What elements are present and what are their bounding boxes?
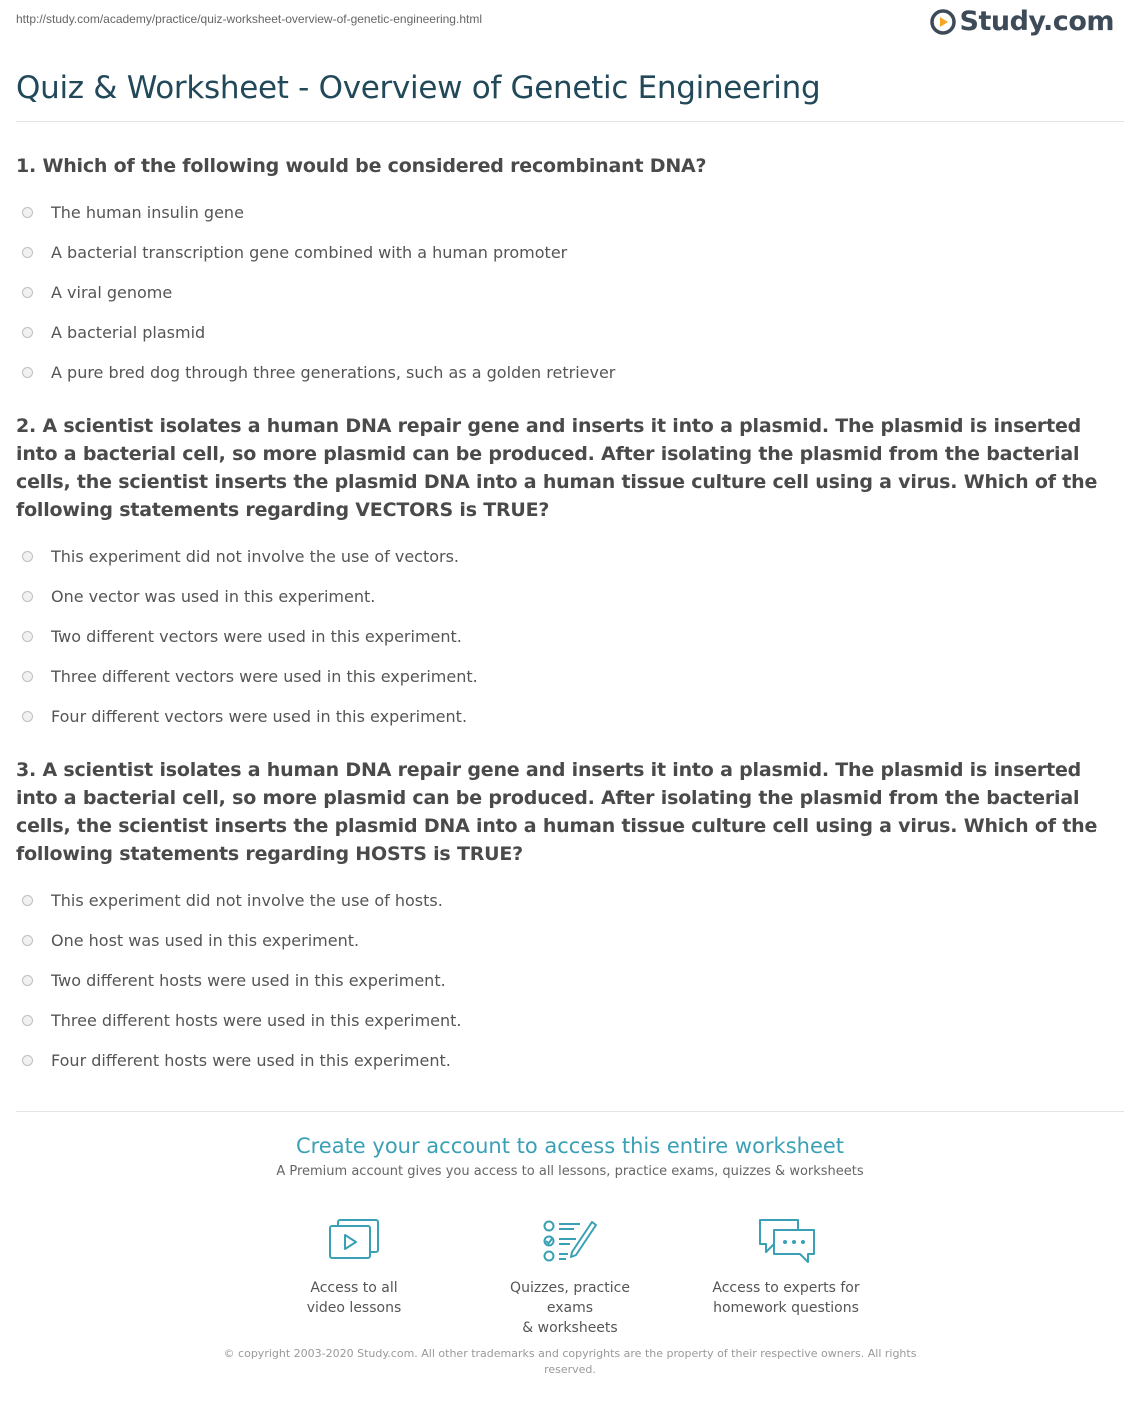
- answer-label: A bacterial plasmid: [51, 322, 206, 342]
- answer-option[interactable]: [16, 1000, 1124, 1040]
- premium-features: [0, 1216, 1140, 1338]
- answer-label: The human insulin gene: [51, 202, 244, 222]
- study-logo-play-icon: [930, 9, 956, 35]
- create-account-link[interactable]: Create your account to access this entire worksheet: [295, 1134, 845, 1158]
- radio-button-icon[interactable]: [22, 551, 33, 562]
- copyright-notice: © copyright 2003-2020 Study.com. All other trademarks and copyrights are the property of their respective owners. All rights reserved.: [223, 1347, 917, 1376]
- radio-button-icon[interactable]: [22, 895, 33, 906]
- answer-options: [16, 536, 1124, 736]
- feature-label: Access to all video lessons: [306, 1280, 402, 1316]
- answer-option[interactable]: [16, 272, 1124, 312]
- answer-option[interactable]: [16, 920, 1124, 960]
- answer-label: Three different vectors were used in this experiment.: [51, 666, 478, 686]
- answer-option[interactable]: [16, 312, 1124, 352]
- answer-label: One host was used in this experiment.: [51, 930, 360, 950]
- radio-button-icon[interactable]: [22, 207, 33, 218]
- quiz-questions: [16, 152, 1124, 1100]
- feature-quizzes: [490, 1216, 650, 1338]
- cta-subheading: A Premium account gives you access to all lessons, practice exams, quizzes & worksheets: [276, 1164, 864, 1179]
- question-2: [16, 412, 1124, 736]
- answer-label: This experiment did not involve the use of vectors.: [51, 546, 460, 566]
- question-text: 2. A scientist isolates a human DNA repair gene and inserts it into a plasmid. The plasmid is inserted into a bacterial cell, so more plasmid can be produced. After isolating the plasmid from the bacterial cells, the scientist inserts the plasmid DNA into a human tissue culture cell using a virus. Which of the following statements regarding VECTORS is TRUE?: [16, 415, 1098, 521]
- answer-option[interactable]: [16, 696, 1124, 736]
- answer-option[interactable]: [16, 1040, 1124, 1080]
- answer-option[interactable]: [16, 960, 1124, 1000]
- answer-options: [16, 192, 1124, 392]
- answer-label: Four different hosts were used in this experiment.: [51, 1050, 451, 1070]
- radio-button-icon[interactable]: [22, 287, 33, 298]
- feature-label: Quizzes, practice exams & worksheets: [510, 1280, 630, 1336]
- radio-button-icon[interactable]: [22, 247, 33, 258]
- answer-label: A pure bred dog through three generations, such as a golden retriever: [51, 362, 616, 382]
- answer-label: A viral genome: [51, 282, 173, 302]
- page-url: http://study.com/academy/practice/quiz-worksheet-overview-of-genetic-engineering.html: [16, 12, 482, 26]
- answer-option[interactable]: [16, 576, 1124, 616]
- video-lesson-icon: [322, 1216, 386, 1266]
- radio-button-icon[interactable]: [22, 975, 33, 986]
- answer-options: [16, 880, 1124, 1080]
- answer-option[interactable]: [16, 616, 1124, 656]
- answer-label: One vector was used in this experiment.: [51, 586, 376, 606]
- answer-label: Two different vectors were used in this experiment.: [51, 626, 462, 646]
- question-1: [16, 152, 1124, 392]
- question-3: [16, 756, 1124, 1080]
- radio-button-icon[interactable]: [22, 591, 33, 602]
- cta-divider: [16, 1111, 1124, 1112]
- feature-experts: [706, 1216, 866, 1338]
- answer-label: Two different hosts were used in this experiment.: [51, 970, 446, 990]
- answer-option[interactable]: [16, 352, 1124, 392]
- feature-video-lessons: [274, 1216, 434, 1338]
- radio-button-icon[interactable]: [22, 327, 33, 338]
- answer-option[interactable]: [16, 192, 1124, 232]
- radio-button-icon[interactable]: [22, 711, 33, 722]
- premium-cta: [0, 1134, 1140, 1179]
- answer-label: A bacterial transcription gene combined with a human promoter: [51, 242, 568, 262]
- question-text: 3. A scientist isolates a human DNA repair gene and inserts it into a plasmid. The plasmid is inserted into a bacterial cell, so more plasmid can be produced. After isolating the plasmid from the bacterial cells, the scientist inserts the plasmid DNA into a human tissue culture cell using a virus. Which of the following statements regarding HOSTS is TRUE?: [16, 759, 1098, 865]
- radio-button-icon[interactable]: [22, 367, 33, 378]
- title-divider: [16, 121, 1124, 122]
- page-title: Quiz & Worksheet - Overview of Genetic Engineering: [16, 70, 821, 106]
- answer-option[interactable]: [16, 880, 1124, 920]
- question-text: 1. Which of the following would be considered recombinant DNA?: [16, 155, 707, 177]
- answer-option[interactable]: [16, 232, 1124, 272]
- answer-label: Four different vectors were used in this experiment.: [51, 706, 468, 726]
- study-logo-text: Study.com: [959, 6, 1114, 37]
- answer-option[interactable]: [16, 656, 1124, 696]
- answer-option[interactable]: [16, 536, 1124, 576]
- answer-label: This experiment did not involve the use of hosts.: [51, 890, 443, 910]
- radio-button-icon[interactable]: [22, 1015, 33, 1026]
- radio-button-icon[interactable]: [22, 631, 33, 642]
- answer-label: Three different hosts were used in this experiment.: [51, 1010, 462, 1030]
- radio-button-icon[interactable]: [22, 1055, 33, 1066]
- quiz-checklist-icon: [538, 1216, 602, 1266]
- feature-label: Access to experts for homework questions: [712, 1280, 860, 1316]
- radio-button-icon[interactable]: [22, 671, 33, 682]
- radio-button-icon[interactable]: [22, 935, 33, 946]
- study-logo[interactable]: [930, 6, 1114, 37]
- chat-bubbles-icon: [754, 1216, 818, 1266]
